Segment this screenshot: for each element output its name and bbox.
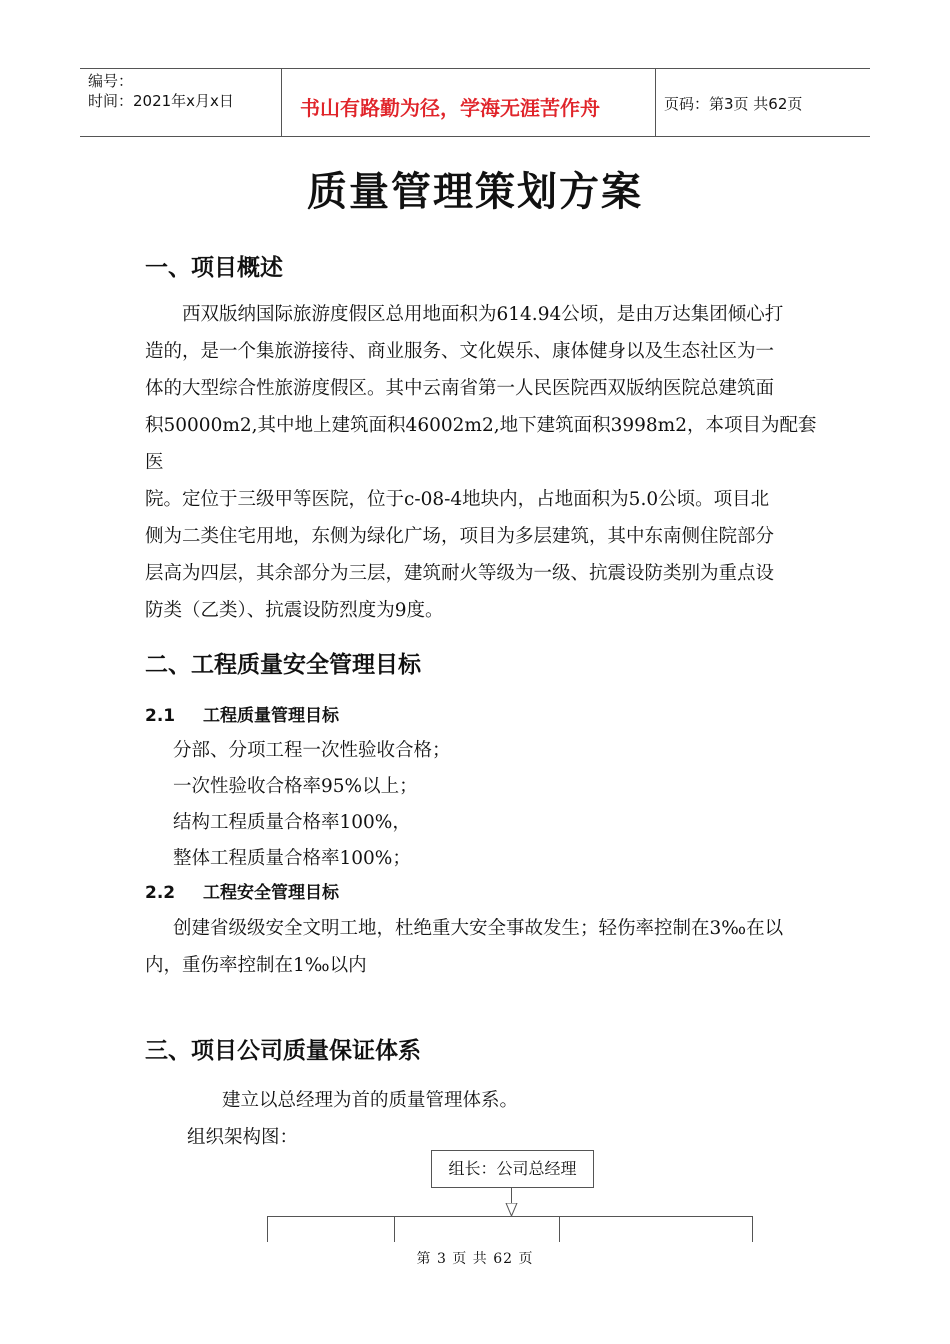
header-bottom-border xyxy=(80,136,870,137)
org-chart-branch-line xyxy=(267,1216,753,1217)
subsection-title: 工程质量管理目标 xyxy=(203,706,339,726)
paragraph-line: 西双版纳国际旅游度假区总用地面积为614.94公顷，是由万达集团倾心打 xyxy=(182,304,784,325)
section-1-body xyxy=(145,296,825,629)
section-3-heading: 三、项目公司质量保证体系 xyxy=(145,1038,421,1064)
paragraph-line: 积50000m2,其中地上建筑面积46002m2,地下建筑面积3998m2，本项目为配套医 xyxy=(145,415,817,473)
header-page-label: 页码：第3页 共62页 xyxy=(664,95,803,113)
org-chart-branch-drop xyxy=(752,1216,753,1242)
header-number-label: 编号： xyxy=(88,72,134,90)
paragraph-line: 侧为二类住宅用地，东侧为绿化广场，项目为多层建筑，其中东南侧住院部分 xyxy=(145,526,775,547)
subsection-2-1-heading xyxy=(145,701,339,726)
subsection-number: 2.2 xyxy=(145,883,176,903)
paragraph-line: 创建省级级安全文明工地，杜绝重大安全事故发生；轻伤率控制在3‰在以 xyxy=(173,918,784,939)
section-1-heading: 一、项目概述 xyxy=(145,255,283,281)
paragraph-line: 院。定位于三级甲等医院，位于c-08-4地块内，占地面积为5.0公顷。项目北 xyxy=(145,489,770,510)
document-title: 质量管理策划方案 xyxy=(307,169,643,215)
org-chart-branch-drop xyxy=(394,1216,395,1242)
org-chart-top-label: 组长：公司总经理 xyxy=(448,1159,577,1178)
org-chart-label: 组织架构图： xyxy=(187,1127,299,1148)
subsection-title: 工程安全管理目标 xyxy=(203,883,339,903)
paragraph-line: 层高为四层，其余部分为三层，建筑耐火等级为一级、抗震设防类别为重点设 xyxy=(145,563,775,584)
paragraph-line: 体的大型综合性旅游度假区。其中云南省第一人民医院西双版纳医院总建筑面 xyxy=(145,378,775,399)
section-3-intro: 建立以总经理为首的质量管理体系。 xyxy=(222,1090,519,1111)
org-chart-top-box xyxy=(431,1150,594,1188)
header-date-label: 时间：2021年x月x日 xyxy=(88,92,234,110)
header-divider-2 xyxy=(655,68,656,136)
org-chart-arrow xyxy=(504,1203,519,1217)
list-item: 结构工程质量合格率100%， xyxy=(173,812,411,833)
section-2-heading: 二、工程质量安全管理目标 xyxy=(145,652,421,678)
header-motto: 书山有路勤为径，学海无涯苦作舟 xyxy=(300,96,600,120)
org-chart-branch-drop xyxy=(267,1216,268,1242)
list-item: 分部、分项工程一次性验收合格； xyxy=(173,740,451,761)
list-item: 一次性验收合格率95%以上； xyxy=(173,776,418,797)
page-footer: 第 3 页 共 62 页 xyxy=(416,1251,534,1267)
paragraph-line: 内，重伤率控制在1‰以内 xyxy=(145,955,367,976)
header-divider-1 xyxy=(281,68,282,136)
header-top-border xyxy=(80,68,870,69)
subsection-2-2-heading xyxy=(145,878,339,903)
org-chart-branch-drop xyxy=(559,1216,560,1242)
subsection-number: 2.1 xyxy=(145,706,176,726)
paragraph-line: 防类（乙类）、抗震设防烈度为9度。 xyxy=(145,600,444,621)
list-item: 整体工程质量合格率100%； xyxy=(173,848,411,869)
paragraph-line: 造的，是一个集旅游接待、商业服务、文化娱乐、康体健身以及生态社区为一 xyxy=(145,341,775,362)
